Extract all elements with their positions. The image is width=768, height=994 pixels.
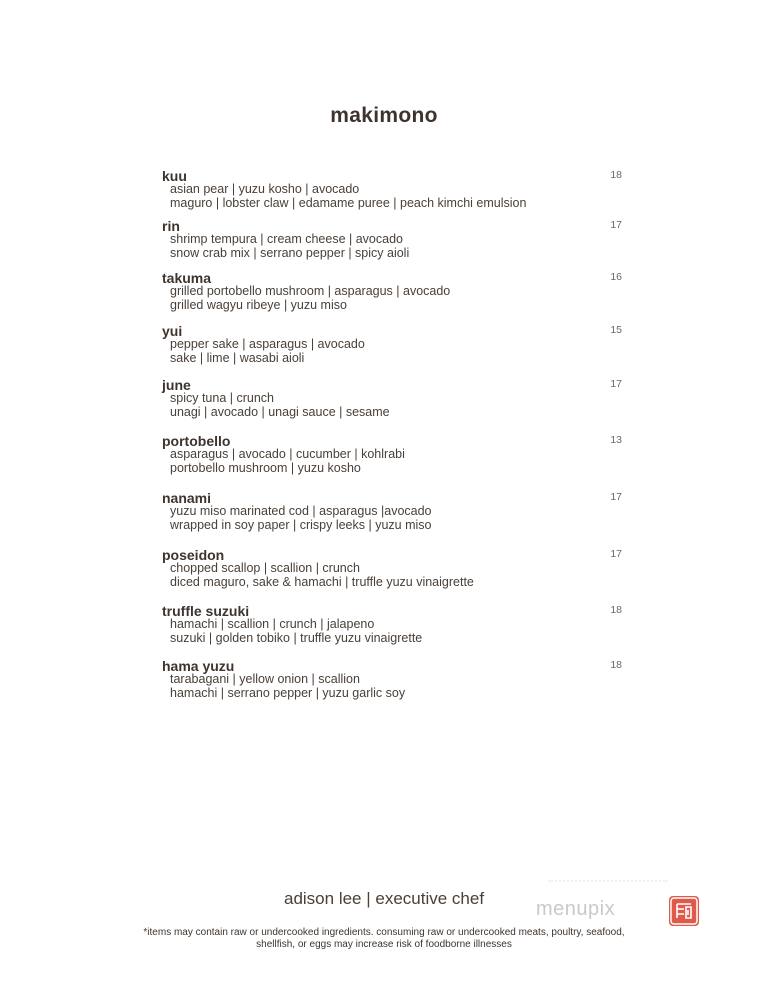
item-name: june <box>162 377 191 393</box>
item-ingredients-line: suzuki | golden tobiko | truffle yuzu vinaigrette <box>170 630 423 645</box>
item-ingredients-line: diced maguro, sake & hamachi | truffle yuzu vinaigrette <box>170 574 474 589</box>
menu-item-kuu <box>162 169 632 210</box>
item-name: hama yuzu <box>162 658 235 674</box>
item-ingredients-line: hamachi | serrano pepper | yuzu garlic soy <box>170 685 406 700</box>
item-name: takuma <box>162 270 212 286</box>
menu-item-june <box>162 378 632 419</box>
item-ingredients-line: yuzu miso marinated cod | asparagus |avocado <box>170 504 432 518</box>
item-price: 13 <box>610 434 622 446</box>
item-price: 18 <box>610 604 622 616</box>
page-title: makimono <box>330 104 438 127</box>
item-ingredients-line: asparagus | avocado | cucumber | kohlrabi <box>170 447 405 461</box>
item-ingredients-line: snow crab mix | serrano pepper | spicy aioli <box>170 245 410 260</box>
item-ingredients-line: grilled wagyu ribeye | yuzu miso <box>170 297 347 312</box>
food-safety-disclaimer <box>0 927 768 951</box>
item-name: yui <box>162 323 183 339</box>
item-price: 17 <box>610 548 622 560</box>
item-ingredients-line: grilled portobello mushroom | asparagus | avocado <box>170 284 451 298</box>
menu-item-hama-yuzu <box>162 659 632 700</box>
item-ingredients-line: sake | lime | wasabi aioli <box>170 350 305 365</box>
item-price: 15 <box>610 324 622 336</box>
item-ingredients-line: maguro | lobster claw | edamame puree | peach kimchi emulsion <box>170 195 527 210</box>
menu-item-nanami <box>162 491 632 532</box>
menupix-watermark: menupix <box>536 898 616 920</box>
watermark-decoration <box>548 880 668 885</box>
item-ingredients-line: chopped scallop | scallion | crunch <box>170 561 360 575</box>
item-price: 17 <box>610 378 622 390</box>
item-ingredients-line: shrimp tempura | cream cheese | avocado <box>170 232 403 246</box>
item-price: 16 <box>610 271 622 283</box>
item-price: 17 <box>610 491 622 503</box>
executive-chef-credit: adison lee | executive chef <box>284 889 485 908</box>
item-ingredients-line: hamachi | scallion | crunch | jalapeno <box>170 617 375 631</box>
item-ingredients-line: wrapped in soy paper | crispy leeks | yuzu miso <box>170 517 432 532</box>
item-name: truffle suzuki <box>162 603 250 619</box>
item-name: kuu <box>162 168 187 184</box>
menu-item-rin <box>162 219 632 260</box>
disclaimer-line: *items may contain raw or undercooked ingredients. consuming raw or undercooked meats, poultry, seafood, <box>143 927 625 938</box>
item-name: nanami <box>162 490 212 506</box>
item-ingredients-line: spicy tuna | crunch <box>170 391 274 405</box>
item-ingredients-line: unagi | avocado | unagi sauce | sesame <box>170 404 390 419</box>
menu-item-truffle-suzuki <box>162 604 632 645</box>
item-price: 17 <box>610 219 622 231</box>
item-ingredients-line: asian pear | yuzu kosho | avocado <box>170 182 360 196</box>
menu-item-takuma <box>162 271 632 312</box>
item-name: portobello <box>162 433 231 449</box>
item-ingredients-line: tarabagani | yellow onion | scallion <box>170 672 360 686</box>
item-name: poseidon <box>162 547 225 563</box>
disclaimer-line: shellfish, or eggs may increase risk of foodborne illnesses <box>256 939 512 950</box>
item-ingredients-line: portobello mushroom | yuzu kosho <box>170 460 361 475</box>
menu-item-poseidon <box>162 548 632 589</box>
item-ingredients-line: pepper sake | asparagus | avocado <box>170 337 365 351</box>
item-name: rin <box>162 218 180 234</box>
restaurant-seal-icon <box>669 896 699 926</box>
menu-item-yui <box>162 324 632 365</box>
item-price: 18 <box>610 169 622 181</box>
menu-item-portobello <box>162 434 632 475</box>
item-price: 18 <box>610 659 622 671</box>
